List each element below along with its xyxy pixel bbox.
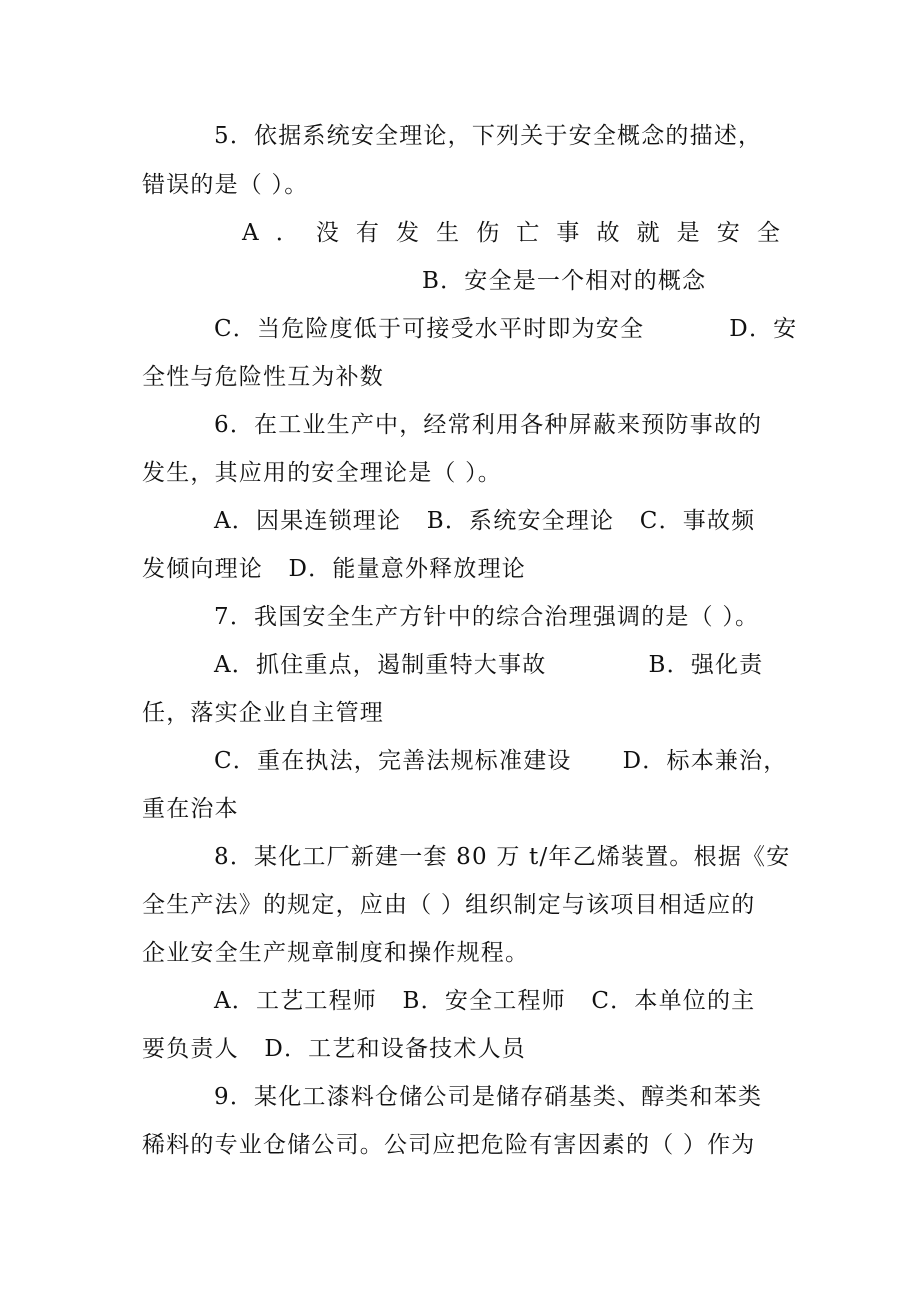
q5-option-a-char: 安 [716, 220, 740, 246]
q5-option-d-continued: 全性与危险性互为补数 [142, 364, 384, 390]
q5-option-a-char: 故 [596, 220, 620, 246]
q7-text: 7．我国安全生产方针中的综合治理强调的是（ ）。 [214, 604, 760, 630]
q9-text-line-2: 稀料的专业仓储公司。公司应把危险有害因素的（ ）作为 [142, 1132, 756, 1158]
q5-option-a-char: 事 [556, 220, 580, 246]
q5-option-a-char: 有 [355, 220, 379, 246]
q5-option-b: B．安全是一个相对的概念 [422, 268, 707, 294]
q8-options-line-1: A．工艺工程师 B．安全工程师 C．本单位的主 [214, 988, 756, 1014]
q8-text-line-2: 全生产法》的规定，应由（ ）组织制定与该项目相适应的 [142, 892, 756, 918]
q5-option-a-char: 全 [756, 220, 780, 246]
q6-options-line-1: A．因果连锁理论 B．系统安全理论 C．事故频 [214, 508, 756, 534]
q7-option-d-continued: 重在治本 [142, 796, 239, 822]
q8-text-line-3: 企业安全生产规章制度和操作规程。 [142, 940, 530, 966]
q5-option-a-char: 生 [436, 220, 460, 246]
q7-options-a-b: A．抓住重点，遏制重特大事故 B．强化责 [214, 652, 764, 678]
q6-options-line-2: 发倾向理论 D．能量意外释放理论 [142, 556, 526, 582]
q5-text-line-2: 错误的是（ ）。 [142, 172, 309, 198]
q8-options-line-2: 要负责人 D．工艺和设备技术人员 [142, 1036, 526, 1062]
q5-option-a-char: 发 [396, 220, 419, 246]
q5-option-a-char: A [242, 220, 259, 246]
q8-text-line-1: 8．某化工厂新建一套 80 万 t/年乙烯装置。根据《安 [214, 844, 791, 870]
q5-options-c-d: C．当危险度低于可接受水平时即为安全 D．安 [214, 316, 798, 342]
q5-option-a-char: 伤 [476, 220, 500, 246]
q5-option-a [242, 218, 780, 248]
q5-option-a-char: 没 [315, 220, 339, 246]
q9-text-line-1: 9．某化工漆料仓储公司是储存硝基类、醇类和苯类 [214, 1084, 763, 1110]
q5-text-line-1: 5．依据系统安全理论，下列关于安全概念的描述， [214, 123, 763, 149]
q6-text-line-1: 6．在工业生产中，经常利用各种屏蔽来预防事故的 [214, 412, 763, 438]
q5-option-a-char: ． [275, 220, 299, 246]
q5-option-a-char: 就 [636, 220, 660, 246]
q5-option-a-char: 亡 [516, 220, 540, 246]
q7-option-b-continued: 任，落实企业自主管理 [142, 700, 384, 726]
q5-option-a-char: 是 [676, 220, 700, 246]
q6-text-line-2: 发生，其应用的安全理论是（ ）。 [142, 460, 503, 486]
q7-options-c-d: C．重在执法，完善法规标准建设 D．标本兼治， [214, 748, 788, 774]
